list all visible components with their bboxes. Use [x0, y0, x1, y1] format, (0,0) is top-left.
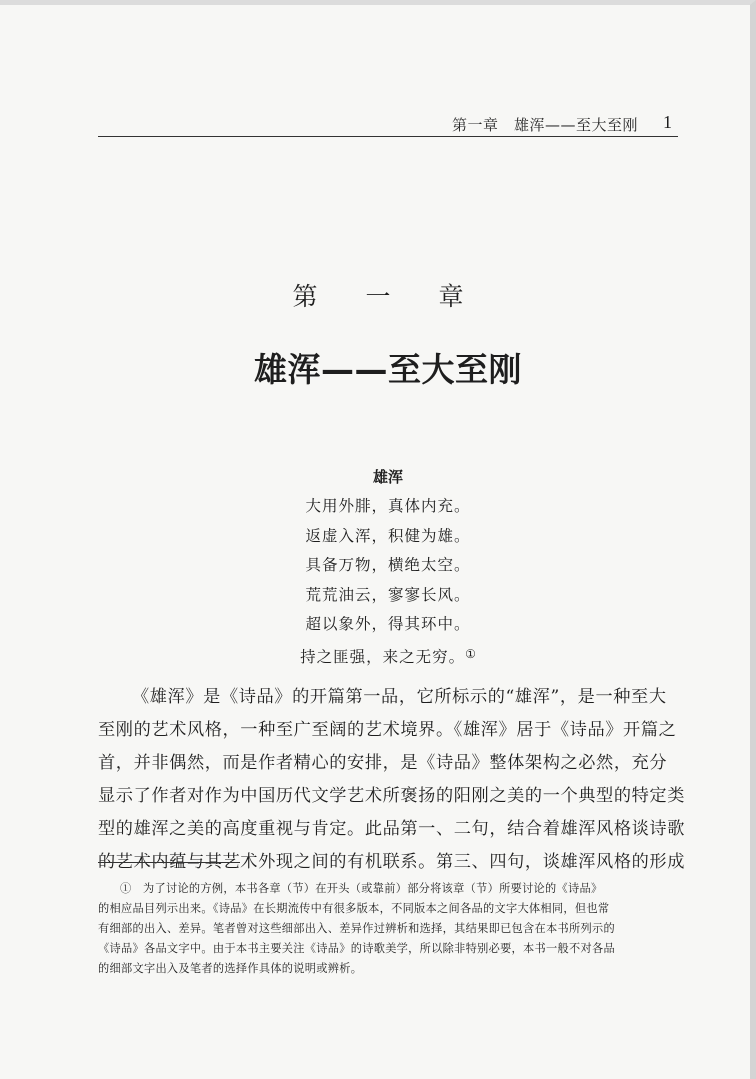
running-title: 第一章 雄浑——至大至刚 — [451, 116, 638, 134]
footnote-line: 的细部文字出入及笔者的选择作具体的说明或辨析。 — [98, 962, 363, 975]
poem-line: 荒荒油云，寥寥长风。 — [305, 585, 471, 604]
poem-line: 超以象外，得其环中。 — [305, 615, 471, 633]
body-line: 的艺术内蕴与其艺术外现之间的有机联系。第三、四句，谈雄浑风格的形成 — [98, 852, 685, 872]
poem-block — [0, 466, 756, 669]
poem-line: 大用外腓，真体内充。 — [305, 497, 471, 515]
poem-line: 具备万物，横绝太空。 — [305, 556, 471, 574]
poem-line-text: 持之匪强，来之无穷。 — [300, 647, 466, 666]
chapter-number: 第 一 章 — [292, 282, 484, 311]
body-line: 至刚的艺术风格，一种至广至阔的艺术境界。《雄浑》居于《诗品》开篇之 — [98, 720, 677, 740]
footnote-line: 有细部的出入、差异。笔者曾对这些细部出入、差异作过辨析和选择，其结果即已包含在本书所列示的 — [98, 922, 615, 935]
footnote-line: 《诗品》各品文字中。由于本书主要关注《诗品》的诗歌美学，所以除非特别必要，本书一般不对各品 — [98, 942, 615, 955]
poem-title: 雄浑 — [372, 468, 403, 486]
body-line: 首，并非偶然，而是作者精心的安排，是《诗品》整体架构之必然，充分 — [98, 753, 668, 773]
body-paragraph — [98, 681, 685, 879]
page-number: 1 — [663, 112, 672, 132]
chapter-title: 雄浑——至大至刚 — [254, 350, 522, 389]
body-line: 型的雄浑之美的高度重视与肯定。此品第一、二句，结合着雄浑风格谈诗歌 — [98, 819, 685, 839]
poem-line: 返虚入浑，积健为雄。 — [305, 526, 471, 545]
body-line: 《雄浑》是《诗品》的开篇第一品，它所标示的“雄浑”，是一种至大 — [132, 687, 667, 707]
footnote-line: ① 为了讨论的方例，本书各章（节）在开头（或靠前）部分将该章（节）所要讨论的《诗品》 — [120, 882, 603, 895]
footnote-line: 的相应品目列示出来。《诗品》在长期流传中有很多版本，不同版本之间各品的文字大体相同，但也常 — [98, 902, 610, 915]
body-line: 显示了作者对作为中国历代文学艺术所褒扬的阳刚之美的一个典型的特定类 — [98, 786, 685, 806]
poem-line-last — [0, 640, 756, 670]
footnote — [98, 879, 680, 979]
footnote-divider — [98, 862, 240, 863]
running-header — [98, 112, 678, 137]
footnote-marker[interactable]: ① — [465, 646, 476, 661]
